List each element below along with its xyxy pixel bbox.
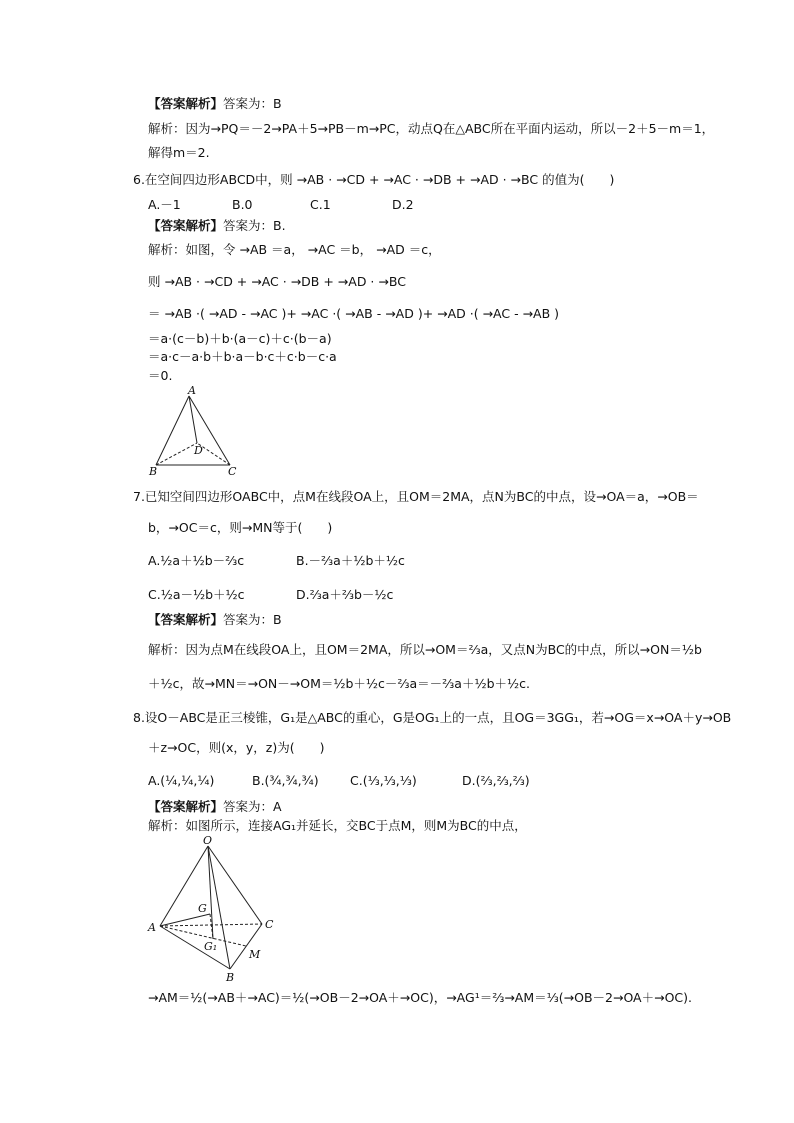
answer-header: 【答案解析】	[148, 96, 224, 111]
q8-answer-line	[148, 799, 282, 815]
q7-explanation-2: ＋½c，故→MN＝→ON－→OM＝½b＋½c－⅔a＝－⅔a＋½b＋½c.	[148, 676, 530, 691]
q7-stem-2: b，→OC＝c，则→MN等于( )	[148, 520, 333, 535]
q7-answer: 答案为：B	[223, 612, 282, 627]
q7-option-a: A.½a＋½b－⅔c	[148, 553, 245, 568]
label-c: C	[228, 465, 237, 477]
q6-option-c: C.1	[310, 197, 331, 212]
label-m: M	[249, 948, 261, 961]
q8-explanation-1: 解析：如图所示，连接AG₁并延长，交BC于点M，则M为BC的中点，	[148, 818, 527, 833]
label-a: A	[148, 921, 156, 934]
q8-stem-1: 8.设O－ABC是正三棱锥，G₁是△ABC的重心，G是OG₁上的一点，且OG＝3GG₁，若→OG＝x→OA＋y→OB	[133, 710, 732, 725]
q8-explanation-2: →AM＝½(→AB＋→AC)＝½(→OB－2→OA＋→OC)，→AG¹＝⅔→AM＝⅓(→OB－2→OA＋→OC).	[148, 990, 693, 1005]
q8-answer: 答案为：A	[223, 799, 282, 814]
label-d: D	[194, 444, 203, 457]
q8-option-d: D.(⅔,⅔,⅔)	[462, 773, 530, 788]
q6-option-d: D.2	[392, 197, 414, 212]
q7-explanation-1: 解析：因为点M在线段OA上，且OM＝2MA，所以→OM＝⅔a，又点N为BC的中点，所以→ON＝½b	[148, 642, 702, 657]
label-b: B	[226, 971, 235, 984]
label-b: B	[149, 465, 158, 477]
answer-header: 【答案解析】	[148, 799, 224, 814]
q8-option-a: A.(¼,¼,¼)	[148, 773, 215, 788]
q7-stem-1: 7.已知空间四边形OABC中，点M在线段OA上，且OM＝2MA，点N为BC的中点，设→OA＝a，→OB＝	[133, 489, 699, 504]
q8-stem-2: ＋z→OC，则(x，y，z)为( )	[148, 740, 325, 755]
q7-option-b: B.－⅔a＋½b＋½c	[296, 553, 405, 568]
q8-pyramid-figure	[146, 832, 282, 984]
label-g1: G₁	[204, 940, 218, 953]
q5-explanation-2: 解得m＝2.	[148, 145, 210, 160]
q6-explanation-1: 解析：如图，令 →AB ＝a， →AC ＝b， →AD ＝c，	[148, 242, 441, 257]
q5-answer: 答案为：B	[223, 96, 282, 111]
q7-answer-line	[148, 612, 282, 628]
q8-option-c: C.(⅓,⅓,⅓)	[350, 773, 417, 788]
q6-explanation-2: 则 →AB · →CD + →AC · →DB + →AD · →BC	[148, 274, 406, 289]
q5-answer-line	[148, 96, 282, 112]
answer-header: 【答案解析】	[148, 218, 224, 233]
q5-explanation-1: 解析：因为→PQ＝－2→PA＋5→PB－m→PC，动点Q在△ABC所在平面内运动，所以－2＋5－m＝1，	[148, 121, 715, 136]
q7-option-c: C.½a－½b＋½c	[148, 587, 245, 602]
q6-tetrahedron-figure	[148, 385, 244, 477]
q6-option-b: B.0	[232, 197, 253, 212]
q6-option-a: A.－1	[148, 197, 181, 212]
q6-explanation-5: ＝a·c－a·b＋b·a－b·c＋c·b－c·a	[148, 349, 337, 364]
label-o: O	[203, 834, 213, 847]
q6-explanation-3: ＝ →AB ·( →AD - →AC )+ →AC ·( →AB - →AD )+ →AD ·( →AC - →AB )	[148, 306, 560, 321]
answer-header: 【答案解析】	[148, 612, 224, 627]
label-c: C	[265, 918, 274, 931]
q6-answer: 答案为：B.	[223, 218, 286, 233]
label-a: A	[188, 385, 196, 397]
q6-explanation-4: ＝a·(c－b)＋b·(a－c)＋c·(b－a)	[148, 331, 332, 346]
q6-stem: 6.在空间四边形ABCD中，则 →AB · →CD + →AC · →DB + →AD · →BC 的值为( )	[133, 172, 615, 187]
q6-answer-line	[148, 218, 286, 234]
q7-option-d: D.⅔a＋⅔b－½c	[296, 587, 394, 602]
q8-option-b: B.(¾,¾,¾)	[252, 773, 319, 788]
label-g: G	[198, 902, 207, 915]
q6-explanation-6: ＝0.	[148, 368, 173, 383]
